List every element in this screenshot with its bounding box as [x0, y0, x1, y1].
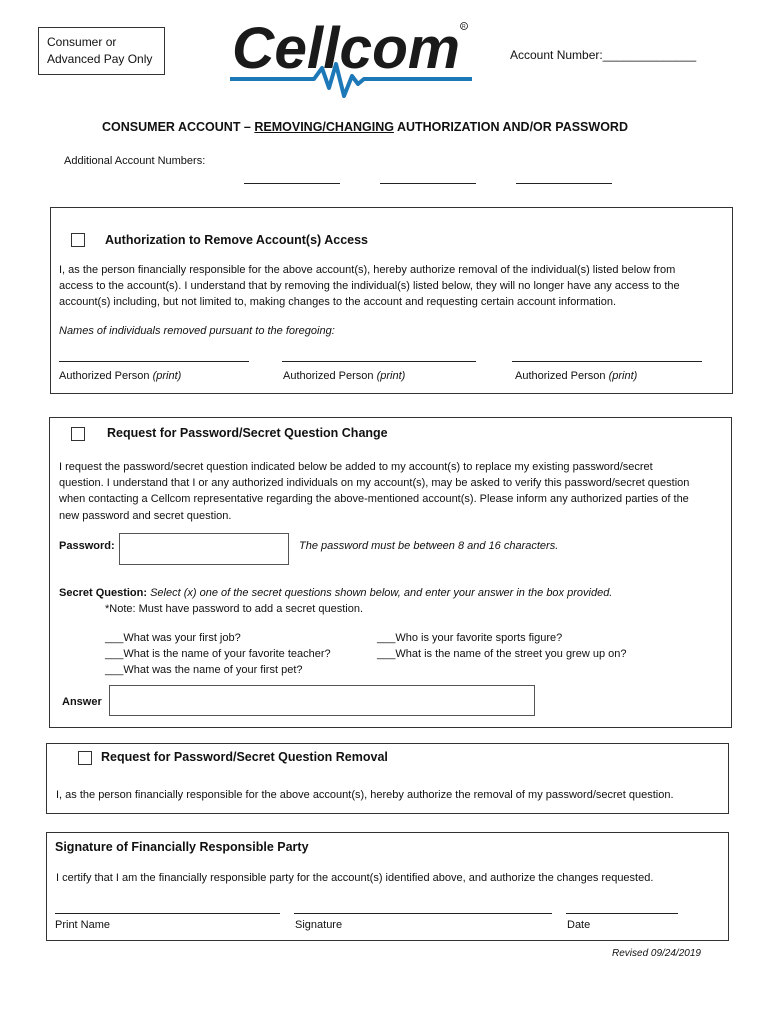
print-name-line[interactable]: [55, 913, 280, 914]
password-input[interactable]: [119, 533, 289, 565]
authorized-person-label-1: [59, 368, 181, 384]
print-label-1: (print): [152, 370, 182, 382]
authorization-title: Authorization to Remove Account(s) Access: [105, 233, 369, 247]
password-removal-body: I, as the person financially responsible for the above account(s), hereby authorize the removal of my password/secret question.: [56, 789, 674, 801]
question-option-5[interactable]: ___What is the name of the street you grew up on?: [377, 648, 627, 660]
person-label-3: Authorized Person: [515, 370, 606, 382]
authorization-checkbox[interactable]: [71, 233, 85, 247]
password-change-line-4: new password and secret question.: [59, 509, 232, 522]
account-number-field: [510, 48, 696, 62]
secret-question-label: Secret Question:: [59, 587, 148, 599]
password-removal-title: Request for Password/Secret Question Removal: [101, 750, 388, 764]
question-option-4[interactable]: ___Who is your favorite sports figure?: [377, 632, 563, 644]
answer-label: Answer: [62, 696, 102, 708]
date-label: Date: [567, 919, 591, 931]
svg-text:R: R: [462, 24, 466, 30]
account-number-label: Account Number:: [510, 48, 603, 62]
question-option-1[interactable]: ___What was your first job?: [105, 632, 241, 644]
signature-certify: I certify that I am the financially responsible party for the account(s) identified above, and authorize the changes requested.: [56, 872, 654, 884]
title-underlined: REMOVING/CHANGING: [254, 120, 394, 134]
person-label-1: Authorized Person: [59, 370, 150, 382]
password-label: Password:: [59, 540, 115, 552]
signature-title: Signature of Financially Responsible Party: [55, 840, 309, 854]
print-label-3: (print): [608, 370, 638, 382]
password-change-checkbox[interactable]: [71, 427, 85, 441]
answer-input[interactable]: [109, 685, 535, 716]
secret-question-note: *Note: Must have password to add a secret question.: [105, 603, 364, 615]
password-change-title: Request for Password/Secret Question Change: [107, 426, 388, 440]
authorization-line-2: access to the account(s). I understand that by removing the individual(s) listed below, they will no longer have any access to the: [59, 280, 680, 293]
secret-question-row: [59, 585, 612, 601]
account-type-box: [38, 27, 165, 75]
additional-account-line-1[interactable]: [244, 183, 340, 184]
date-line[interactable]: [566, 913, 678, 914]
form-title: [0, 120, 730, 134]
question-option-2[interactable]: ___What is the name of your favorite teacher?: [105, 648, 331, 660]
password-note: The password must be between 8 and 16 characters.: [299, 540, 559, 552]
title-prefix: CONSUMER ACCOUNT –: [102, 120, 255, 134]
password-change-line-2: question. I understand that I or any authorized individuals on my account(s), may be asked to verify this password/secret question: [59, 477, 690, 490]
authorized-person-line-2[interactable]: [282, 361, 476, 362]
additional-account-line-2[interactable]: [380, 183, 476, 184]
password-removal-checkbox[interactable]: [78, 751, 92, 765]
account-type-line1: Consumer or: [47, 35, 117, 49]
person-label-2: Authorized Person: [283, 370, 374, 382]
account-number-blank[interactable]: ______________: [602, 48, 697, 62]
revised-date: Revised 09/24/2019: [612, 948, 701, 959]
authorized-person-label-3: [515, 368, 637, 384]
authorization-line-3: account(s) including, but not limited to, making changes to the account and requesting certain account information.: [59, 296, 617, 309]
logo-wordmark: Cellcom: [232, 16, 460, 81]
additional-account-line-3[interactable]: [516, 183, 612, 184]
signature-label: Signature: [295, 919, 343, 931]
password-change-body: [59, 459, 722, 524]
password-change-line-1: I request the password/secret question indicated below be added to my account(s) to replace my existing password/secret: [59, 461, 653, 473]
names-removed-note: Names of individuals removed pursuant to the foregoing:: [59, 325, 335, 337]
question-option-3[interactable]: ___What was the name of your first pet?: [105, 664, 303, 676]
authorization-line-1: I, as the person financially responsible for the above account(s), hereby authorize removal of the individual(s) listed below from: [59, 264, 676, 276]
print-name-label: Print Name: [55, 919, 111, 931]
authorized-person-line-1[interactable]: [59, 361, 249, 362]
cellcom-logo: [226, 12, 474, 102]
account-type-line2: Advanced Pay Only: [47, 52, 153, 66]
authorization-body: [59, 262, 729, 311]
authorized-person-label-2: [283, 368, 405, 384]
password-change-line-3: when contacting a Cellcom representative regarding the above-mentioned account(s). Please inform any authorized parties of the: [59, 493, 689, 506]
signature-line[interactable]: [294, 913, 552, 914]
additional-accounts-label: Additional Account Numbers:: [64, 155, 206, 167]
print-label-2: (print): [376, 370, 406, 382]
secret-question-instruction: Select (x) one of the secret questions shown below, and enter your answer in the box provided.: [150, 587, 613, 599]
authorized-person-line-3[interactable]: [512, 361, 702, 362]
title-suffix: AUTHORIZATION AND/OR PASSWORD: [393, 120, 628, 134]
